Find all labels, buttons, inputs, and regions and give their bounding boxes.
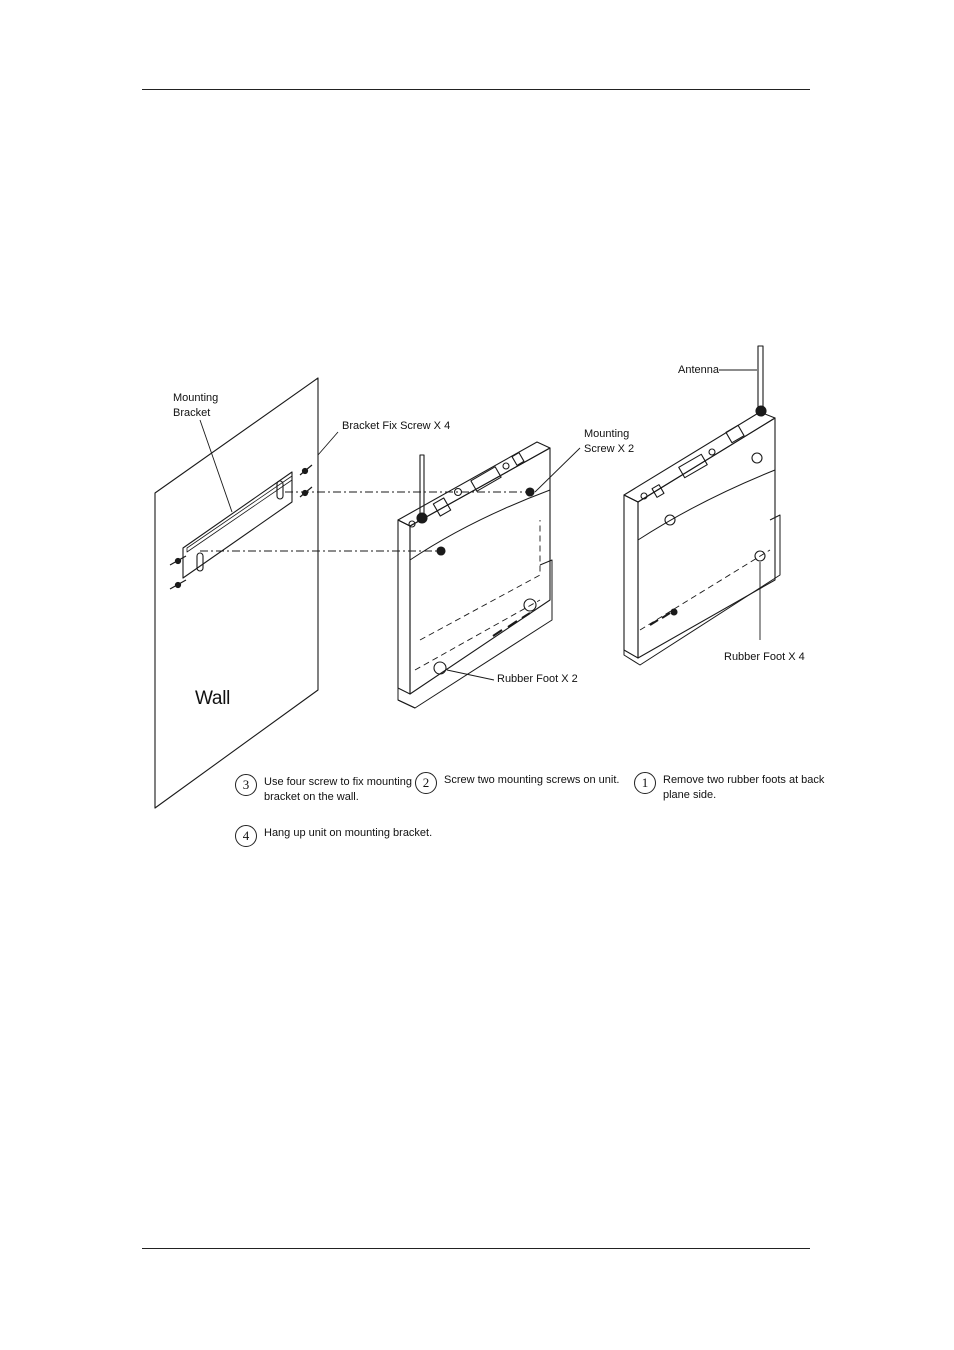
rubber-foot-2-label: Rubber Foot X 2 [497, 673, 578, 685]
step-text: Hang up unit on mounting bracket. [264, 827, 433, 839]
center-unit [398, 442, 580, 708]
step-2 [415, 772, 619, 794]
step-number: 2 [415, 772, 437, 794]
step-number: 3 [235, 774, 257, 796]
mounting-bracket-label: Mounting Bracket [173, 392, 219, 419]
bracket-fix-screws [170, 432, 338, 589]
step-number: 1 [634, 772, 656, 794]
step-text: Remove two rubber foots at back plane side. [663, 774, 825, 801]
alignment-lines [200, 492, 530, 551]
step-1 [634, 772, 824, 803]
step-text: Screw two mounting screws on unit. [444, 774, 620, 786]
step-3 [235, 774, 412, 805]
wall-panel [155, 378, 318, 808]
wall-label: Wall [195, 688, 231, 709]
step-text: Use four screw to fix mounting bracket on the wall. [264, 776, 412, 803]
step-number: 4 [235, 825, 257, 847]
right-unit [624, 346, 780, 665]
rubber-foot-4-label: Rubber Foot X 4 [724, 651, 805, 663]
mounting-bracket [183, 420, 292, 578]
bracket-fix-screw-label: Bracket Fix Screw X 4 [342, 420, 451, 432]
step-4 [235, 825, 432, 847]
mounting-screw-label: Mounting Screw X 2 [584, 428, 635, 455]
antenna-label: Antenna [678, 364, 719, 376]
